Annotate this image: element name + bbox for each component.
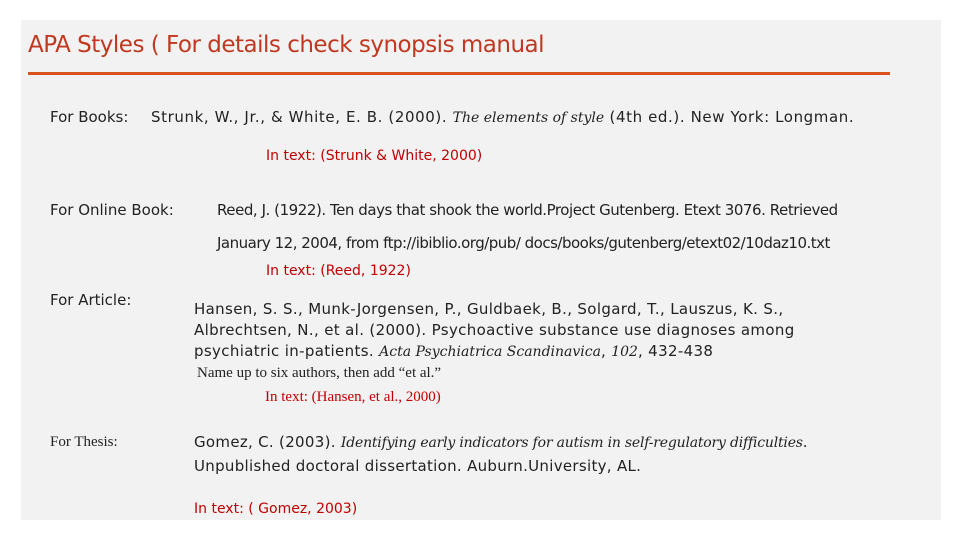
article-reference-volume: 102	[611, 344, 638, 360]
online-book-intext-citation: In text: (Reed, 1922)	[266, 263, 411, 279]
books-reference-title: The elements of style	[452, 110, 605, 126]
article-reference-journal: Acta Psychiatrica Scandinavica	[379, 344, 601, 360]
article-reference-pages: , 432-438	[637, 342, 714, 360]
books-reference-publisher: (4th ed.). New York: Longman.	[609, 108, 855, 126]
thesis-intext-citation: In text: ( Gomez, 2003)	[194, 501, 358, 517]
article-reference-description: psychiatric in-patients.	[194, 342, 375, 360]
online-book-reference-line-2: January 12, 2004, from ftp://ibiblio.org/pub/ docs/books/gutenberg/etext02/10daz10.txt	[217, 234, 830, 252]
thesis-reference-author: Gomez, C. (2003).	[194, 433, 336, 451]
article-reference-separator: ,	[600, 342, 607, 360]
article-label: For Article:	[50, 291, 132, 309]
thesis-reference-period: .	[802, 433, 808, 451]
thesis-label: For Thesis:	[50, 434, 118, 450]
online-book-label: For Online Book:	[50, 201, 174, 219]
title-underline	[28, 72, 890, 75]
slide-title: APA Styles ( For details check synopsis manual	[28, 32, 545, 58]
online-book-reference-line-1: Reed, J. (1922). Ten days that shook the world.Project Gutenberg. Etext 3076. Retrieved	[217, 201, 838, 219]
books-intext-citation: In text: (Strunk & White, 2000)	[266, 148, 483, 164]
article-reference-line-2: Albrechtsen, N., et al. (2000). Psychoactive substance use diagnoses among	[194, 321, 795, 339]
thesis-reference-line-2: Unpublished doctoral dissertation. Auburn.University, AL.	[194, 457, 642, 475]
books-label: For Books:	[50, 108, 129, 126]
thesis-reference-line-1	[194, 433, 808, 451]
books-reference-authors: Strunk, W., Jr., & White, E. B. (2000).	[151, 108, 448, 126]
thesis-reference-title: Identifying early indicators for autism in self-regulatory difficulties	[340, 435, 803, 451]
article-intext-citation: In text: (Hansen, et al., 2000)	[265, 389, 441, 405]
books-reference	[151, 108, 854, 126]
article-reference-line-1: Hansen, S. S., Munk-Jorgensen, P., Guldbaek, B., Solgard, T., Lauszus, K. S.,	[194, 300, 784, 318]
article-et-al-note: Name up to six authors, then add “et al.”	[197, 365, 442, 381]
article-reference-line-3	[194, 342, 713, 360]
